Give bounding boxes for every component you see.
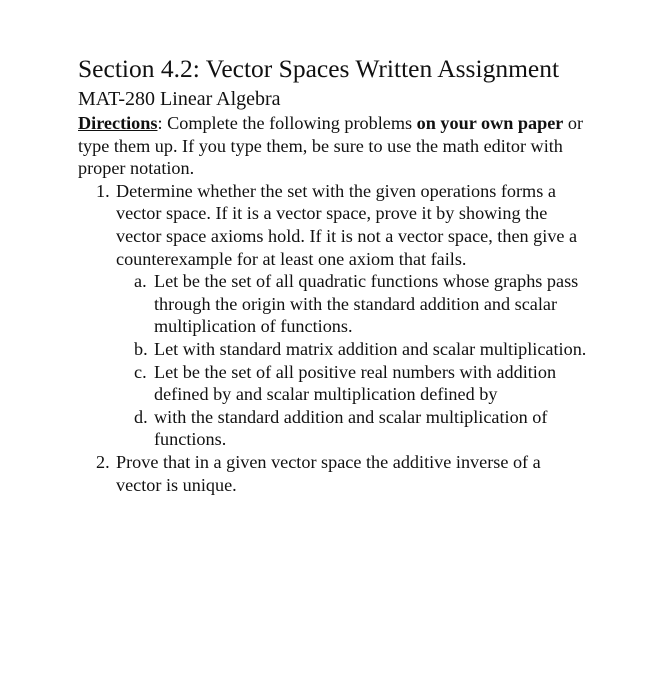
subproblem-text: with the standard addition and scalar multiplication of functions. xyxy=(154,406,548,450)
course-name: MAT-280 Linear Algebra xyxy=(78,88,281,110)
subproblem-letter: d. xyxy=(134,406,148,427)
document-page xyxy=(78,54,588,496)
subproblem-b xyxy=(116,338,588,361)
subproblem-text: Let be the set of all positive real numbers with addition defined by and scalar multiplication defined by xyxy=(154,361,557,405)
directions-colon: : xyxy=(157,113,163,133)
directions-label: Directions xyxy=(78,113,158,133)
problem-list xyxy=(78,180,588,496)
page-title: Section 4.2: Vector Spaces Written Assignment xyxy=(78,54,560,83)
subproblem-a xyxy=(116,270,588,338)
subproblem-text: Let with standard matrix addition and scalar multiplication. xyxy=(154,338,587,359)
subproblem-list xyxy=(116,270,588,451)
subproblem-c xyxy=(116,361,588,406)
subproblem-text: Let be the set of all quadratic functions whose graphs pass through the origin with the standard addition and scalar multiplication of functions. xyxy=(154,271,579,337)
problem-text: Prove that in a given vector space the additive inverse of a vector is unique. xyxy=(116,451,541,495)
subproblem-letter: c. xyxy=(134,361,147,382)
problem-2 xyxy=(78,451,588,496)
problem-number: 1. xyxy=(96,180,110,201)
problem-number: 2. xyxy=(96,451,110,472)
directions-emphasis: on your own paper xyxy=(416,113,564,133)
problem-text: Determine whether the set with the given operations forms a vector space. If it is a vector space, prove it by showing the vector space axioms hold. If it is not a vector space, then give a counterexample for at least one axiom that fails. xyxy=(116,180,578,269)
directions-text-1: Complete the following problems xyxy=(162,113,417,133)
subproblem-d xyxy=(116,406,588,451)
directions-text-2: or type them up. If you type them, be sure to use the math editor with proper notation. xyxy=(78,113,584,179)
subproblem-letter: a. xyxy=(134,271,147,292)
problem-1 xyxy=(78,180,588,451)
subproblem-letter: b. xyxy=(134,338,148,359)
directions-paragraph xyxy=(78,112,588,180)
